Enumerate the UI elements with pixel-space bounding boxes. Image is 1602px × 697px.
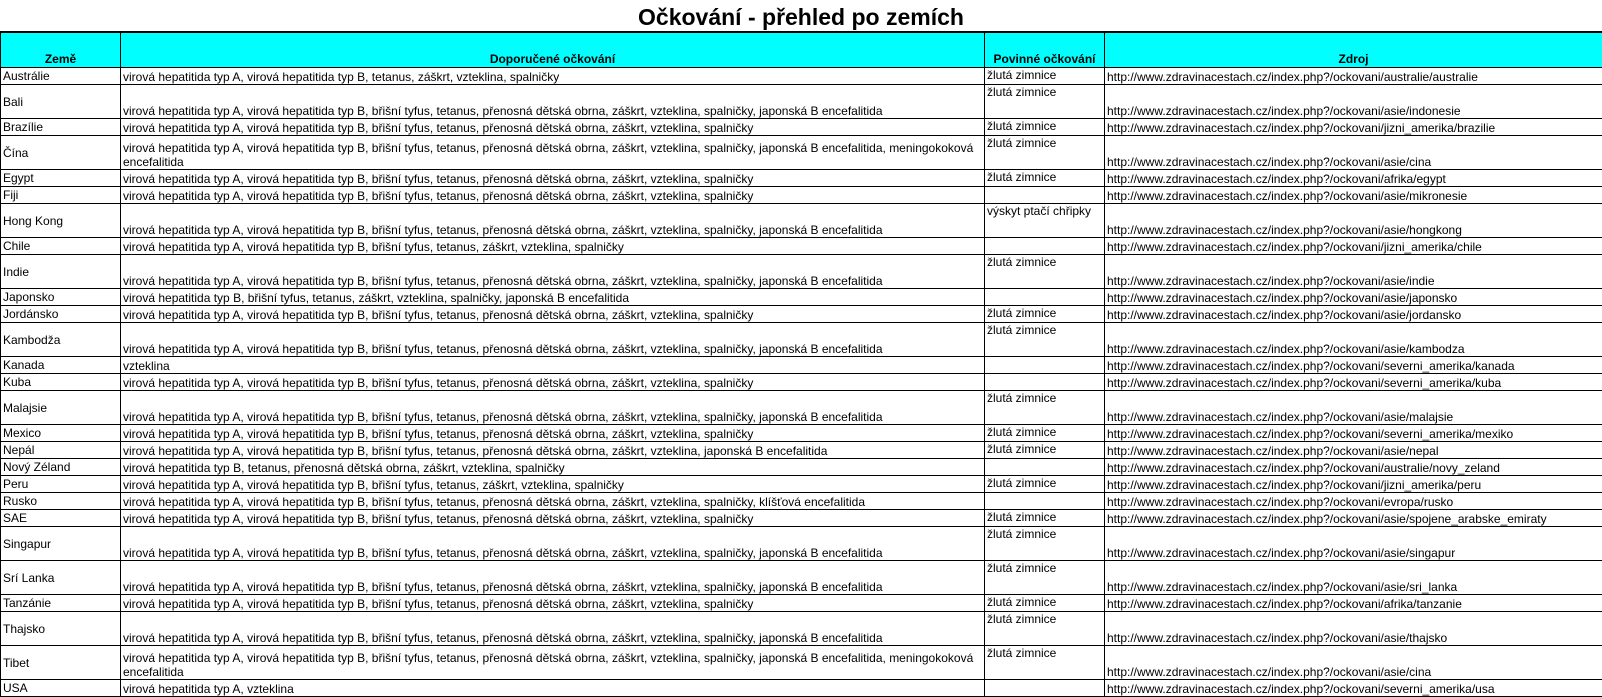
table-row — [1, 187, 1602, 204]
cell-recommended[interactable]: virová hepatitida typ A, virová hepatitida typ B, břišní tyfus, tetanus, přenosná dětská obrna, záškrt, vzteklina, spalničky, japonská B encefalitida — [121, 561, 985, 595]
cell-mandatory[interactable]: žlutá zimnice — [985, 527, 1105, 561]
cell-source[interactable]: http://www.zdravinacestach.cz/index.php?/ockovani/asie/mikronesie — [1105, 187, 1602, 204]
cell-country[interactable]: Kuba — [1, 374, 121, 391]
cell-country[interactable]: Singapur — [1, 527, 121, 561]
cell-recommended[interactable]: virová hepatitida typ A, virová hepatitida typ B, břišní tyfus, tetanus, přenosná dětská obrna, záškrt, vzteklina, spalničky — [121, 306, 985, 323]
cell-mandatory[interactable]: žlutá zimnice — [985, 595, 1105, 612]
cell-recommended[interactable]: virová hepatitida typ A, virová hepatitida typ B, břišní tyfus, tetanus, přenosná dětská obrna, záškrt, vzteklina, spalničky, klíšťová encefalitida — [121, 493, 985, 510]
table-row — [1, 527, 1602, 561]
cell-recommended[interactable]: virová hepatitida typ A, virová hepatitida typ B, břišní tyfus, tetanus, přenosná dětská obrna, záškrt, vzteklina, spalničky — [121, 595, 985, 612]
cell-country[interactable]: Kanada — [1, 357, 121, 374]
table-row — [1, 612, 1602, 646]
cell-mandatory[interactable]: žlutá zimnice — [985, 510, 1105, 527]
cell-country[interactable]: Japonsko — [1, 289, 121, 306]
cell-mandatory[interactable] — [985, 493, 1105, 510]
cell-recommended[interactable]: virová hepatitida typ A, virová hepatitida typ B, břišní tyfus, tetanus, přenosná dětská obrna, záškrt, vzteklina, spalničky, japonská B encefalitida — [121, 323, 985, 357]
cell-source[interactable]: http://www.zdravinacestach.cz/index.php?/ockovani/asie/indonesie — [1105, 85, 1602, 119]
cell-mandatory[interactable]: žlutá zimnice — [985, 306, 1105, 323]
table-row — [1, 680, 1602, 697]
cell-source[interactable]: http://www.zdravinacestach.cz/index.php?/ockovani/severni_amerika/kanada — [1105, 357, 1602, 374]
cell-country[interactable]: Tanzánie — [1, 595, 121, 612]
table-row — [1, 238, 1602, 255]
cell-country[interactable]: Chile — [1, 238, 121, 255]
cell-mandatory[interactable] — [985, 374, 1105, 391]
cell-mandatory[interactable]: žlutá zimnice — [985, 323, 1105, 357]
table-row — [1, 493, 1602, 510]
vaccination-table — [0, 32, 1602, 697]
cell-country[interactable]: Mexico — [1, 425, 121, 442]
cell-country[interactable]: Fiji — [1, 187, 121, 204]
cell-mandatory[interactable]: žlutá zimnice — [985, 255, 1105, 289]
cell-recommended[interactable]: virová hepatitida typ A, vzteklina — [121, 680, 985, 697]
table-row — [1, 306, 1602, 323]
header-recommended[interactable]: Doporučené očkování — [121, 33, 985, 68]
cell-mandatory[interactable] — [985, 289, 1105, 306]
cell-country[interactable]: Jordánsko — [1, 306, 121, 323]
cell-recommended[interactable]: virová hepatitida typ A, virová hepatitida typ B, břišní tyfus, tetanus, přenosná dětská obrna, záškrt, vzteklina, spalničky, japonská B encefalitida — [121, 255, 985, 289]
table-row — [1, 136, 1602, 170]
cell-source[interactable]: http://www.zdravinacestach.cz/index.php?/ockovani/afrika/tanzanie — [1105, 595, 1602, 612]
table-row — [1, 646, 1602, 680]
cell-recommended[interactable]: virová hepatitida typ A, virová hepatitida typ B, břišní tyfus, tetanus, přenosná dětská obrna, záškrt, vzteklina, spalničky — [121, 374, 985, 391]
cell-mandatory[interactable]: žlutá zimnice — [985, 85, 1105, 119]
cell-recommended[interactable]: virová hepatitida typ A, virová hepatitida typ B, břišní tyfus, tetanus, přenosná dětská obrna, záškrt, vzteklina, spalničky — [121, 119, 985, 136]
cell-recommended[interactable]: virová hepatitida typ A, virová hepatitida typ B, břišní tyfus, tetanus, záškrt, vzteklina, spalničky — [121, 476, 985, 493]
cell-recommended[interactable]: virová hepatitida typ A, virová hepatitida typ B, břišní tyfus, tetanus, přenosná dětská obrna, záškrt, vzteklina, japonská B encefalitida — [121, 442, 985, 459]
table-row — [1, 595, 1602, 612]
cell-source[interactable]: http://www.zdravinacestach.cz/index.php?/ockovani/asie/thajsko — [1105, 612, 1602, 646]
table-row — [1, 68, 1602, 85]
table-row — [1, 357, 1602, 374]
cell-recommended[interactable]: virová hepatitida typ A, virová hepatitida typ B, břišní tyfus, tetanus, přenosná dětská obrna, záškrt, vzteklina, spalničky, japonská B encefalitida, meningokoková encefalitida — [121, 646, 985, 680]
cell-recommended[interactable]: virová hepatitida typ A, virová hepatitida typ B, břišní tyfus, tetanus, přenosná dětská obrna, záškrt, vzteklina, spalničky, japonská B encefalitida — [121, 612, 985, 646]
cell-country[interactable]: USA — [1, 680, 121, 697]
cell-mandatory[interactable]: žlutá zimnice — [985, 136, 1105, 170]
table-row — [1, 459, 1602, 476]
cell-source[interactable]: http://www.zdravinacestach.cz/index.php?/ockovani/asie/kambodza — [1105, 323, 1602, 357]
cell-country[interactable]: Nový Zéland — [1, 459, 121, 476]
cell-recommended[interactable]: virová hepatitida typ A, virová hepatitida typ B, břišní tyfus, tetanus, záškrt, vzteklina, spalničky — [121, 238, 985, 255]
cell-source[interactable]: http://www.zdravinacestach.cz/index.php?/ockovani/asie/malajsie — [1105, 391, 1602, 425]
header-country[interactable]: Země — [1, 33, 121, 68]
cell-country[interactable]: Austrálie — [1, 68, 121, 85]
cell-source[interactable]: http://www.zdravinacestach.cz/index.php?/ockovani/asie/nepal — [1105, 442, 1602, 459]
cell-recommended[interactable]: virová hepatitida typ A, virová hepatitida typ B, břišní tyfus, tetanus, přenosná dětská obrna, záškrt, vzteklina, spalničky — [121, 510, 985, 527]
cell-recommended[interactable]: virová hepatitida typ A, virová hepatitida typ B, břišní tyfus, tetanus, přenosná dětská obrna, záškrt, vzteklina, spalničky, japonská B encefalitida — [121, 204, 985, 238]
cell-source[interactable]: http://www.zdravinacestach.cz/index.php?/ockovani/asie/jordansko — [1105, 306, 1602, 323]
cell-mandatory[interactable]: žlutá zimnice — [985, 425, 1105, 442]
table-row — [1, 391, 1602, 425]
cell-recommended[interactable]: vzteklina — [121, 357, 985, 374]
cell-source[interactable]: http://www.zdravinacestach.cz/index.php?/ockovani/asie/hongkong — [1105, 204, 1602, 238]
cell-country[interactable]: Peru — [1, 476, 121, 493]
cell-mandatory[interactable]: žlutá zimnice — [985, 391, 1105, 425]
cell-source[interactable]: http://www.zdravinacestach.cz/index.php?/ockovani/severni_amerika/mexiko — [1105, 425, 1602, 442]
cell-source[interactable]: http://www.zdravinacestach.cz/index.php?/ockovani/jizni_amerika/brazilie — [1105, 119, 1602, 136]
cell-source[interactable]: http://www.zdravinacestach.cz/index.php?/ockovani/asie/indie — [1105, 255, 1602, 289]
header-source[interactable]: Zdroj — [1105, 33, 1602, 68]
cell-recommended[interactable]: virová hepatitida typ A, virová hepatitida typ B, tetanus, záškrt, vzteklina, spalničky — [121, 68, 985, 85]
cell-country[interactable]: Egypt — [1, 170, 121, 187]
cell-source[interactable]: http://www.zdravinacestach.cz/index.php?/ockovani/asie/spojene_arabske_emiraty — [1105, 510, 1602, 527]
cell-recommended[interactable]: virová hepatitida typ A, virová hepatitida typ B, břišní tyfus, tetanus, přenosná dětská obrna, záškrt, vzteklina, spalničky, japonská B encefalitida — [121, 85, 985, 119]
cell-mandatory[interactable]: žlutá zimnice — [985, 612, 1105, 646]
table-row — [1, 476, 1602, 493]
cell-country[interactable]: Nepál — [1, 442, 121, 459]
cell-country[interactable]: Hong Kong — [1, 204, 121, 238]
cell-source[interactable]: http://www.zdravinacestach.cz/index.php?/ockovani/asie/cina — [1105, 136, 1602, 170]
cell-mandatory[interactable]: žlutá zimnice — [985, 476, 1105, 493]
cell-source[interactable]: http://www.zdravinacestach.cz/index.php?/ockovani/asie/cina — [1105, 646, 1602, 680]
table-row — [1, 204, 1602, 238]
cell-country[interactable]: Malajsie — [1, 391, 121, 425]
table-row — [1, 119, 1602, 136]
cell-source[interactable]: http://www.zdravinacestach.cz/index.php?/ockovani/asie/japonsko — [1105, 289, 1602, 306]
table-row — [1, 85, 1602, 119]
table-row — [1, 255, 1602, 289]
cell-country[interactable]: Srí Lanka — [1, 561, 121, 595]
cell-source[interactable]: http://www.zdravinacestach.cz/index.php?/ockovani/jizni_amerika/peru — [1105, 476, 1602, 493]
table-row — [1, 425, 1602, 442]
cell-mandatory[interactable]: žlutá zimnice — [985, 646, 1105, 680]
cell-recommended[interactable]: virová hepatitida typ A, virová hepatitida typ B, břišní tyfus, tetanus, přenosná dětská obrna, záškrt, vzteklina, spalničky, japonská B encefalitida — [121, 391, 985, 425]
cell-source[interactable]: http://www.zdravinacestach.cz/index.php?/ockovani/asie/singapur — [1105, 527, 1602, 561]
cell-source[interactable]: http://www.zdravinacestach.cz/index.php?/ockovani/severni_amerika/kuba — [1105, 374, 1602, 391]
cell-mandatory[interactable] — [985, 238, 1105, 255]
cell-mandatory[interactable]: žlutá zimnice — [985, 170, 1105, 187]
cell-recommended[interactable]: virová hepatitida typ A, virová hepatitida typ B, břišní tyfus, tetanus, přenosná dětská obrna, záškrt, vzteklina, spalničky, japonská B encefalitida — [121, 527, 985, 561]
cell-mandatory[interactable] — [985, 459, 1105, 476]
header-row — [1, 33, 1602, 68]
cell-mandatory[interactable]: výskyt ptačí chřipky — [985, 204, 1105, 238]
cell-mandatory[interactable] — [985, 187, 1105, 204]
table-row — [1, 374, 1602, 391]
cell-source[interactable]: http://www.zdravinacestach.cz/index.php?/ockovani/afrika/egypt — [1105, 170, 1602, 187]
cell-mandatory[interactable]: žlutá zimnice — [985, 561, 1105, 595]
cell-recommended[interactable]: virová hepatitida typ B, břišní tyfus, tetanus, záškrt, vzteklina, spalničky, japonská B encefalitida — [121, 289, 985, 306]
cell-source[interactable]: http://www.zdravinacestach.cz/index.php?/ockovani/asie/sri_lanka — [1105, 561, 1602, 595]
cell-mandatory[interactable] — [985, 357, 1105, 374]
cell-country[interactable]: Indie — [1, 255, 121, 289]
cell-mandatory[interactable]: žlutá zimnice — [985, 119, 1105, 136]
header-mandatory[interactable]: Povinné očkování — [985, 33, 1105, 68]
cell-mandatory[interactable] — [985, 680, 1105, 697]
cell-country[interactable]: Kambodža — [1, 323, 121, 357]
cell-country[interactable]: Thajsko — [1, 612, 121, 646]
table-row — [1, 561, 1602, 595]
cell-source[interactable]: http://www.zdravinacestach.cz/index.php?/ockovani/australie/australie — [1105, 68, 1602, 85]
cell-country[interactable]: Čína — [1, 136, 121, 170]
cell-recommended[interactable]: virová hepatitida typ A, virová hepatitida typ B, břišní tyfus, tetanus, přenosná dětská obrna, záškrt, vzteklina, spalničky — [121, 170, 985, 187]
cell-country[interactable]: Bali — [1, 85, 121, 119]
cell-source[interactable]: http://www.zdravinacestach.cz/index.php?/ockovani/jizni_amerika/chile — [1105, 238, 1602, 255]
table-row — [1, 442, 1602, 459]
page-title: Očkování - přehled po zemích — [0, 0, 1602, 32]
table-row — [1, 170, 1602, 187]
table-row — [1, 289, 1602, 306]
cell-recommended[interactable]: virová hepatitida typ A, virová hepatitida typ B, břišní tyfus, tetanus, přenosná dětská obrna, záškrt, vzteklina, spalničky — [121, 187, 985, 204]
table-row — [1, 323, 1602, 357]
cell-source[interactable]: http://www.zdravinacestach.cz/index.php?/ockovani/severni_amerika/usa — [1105, 680, 1602, 697]
table-row — [1, 510, 1602, 527]
cell-country[interactable]: Rusko — [1, 493, 121, 510]
cell-mandatory[interactable]: žlutá zimnice — [985, 442, 1105, 459]
cell-recommended[interactable]: virová hepatitida typ A, virová hepatitida typ B, břišní tyfus, tetanus, přenosná dětská obrna, záškrt, vzteklina, spalničky — [121, 425, 985, 442]
cell-recommended[interactable]: virová hepatitida typ B, tetanus, přenosná dětská obrna, záškrt, vzteklina, spalničky — [121, 459, 985, 476]
table-body — [1, 68, 1602, 697]
cell-country[interactable]: SAE — [1, 510, 121, 527]
cell-country[interactable]: Brazílie — [1, 119, 121, 136]
cell-source[interactable]: http://www.zdravinacestach.cz/index.php?/ockovani/australie/novy_zeland — [1105, 459, 1602, 476]
cell-source[interactable]: http://www.zdravinacestach.cz/index.php?/ockovani/evropa/rusko — [1105, 493, 1602, 510]
cell-recommended[interactable]: virová hepatitida typ A, virová hepatitida typ B, břišní tyfus, tetanus, přenosná dětská obrna, záškrt, vzteklina, spalničky, japonská B encefalitida, meningokoková encefalitida — [121, 136, 985, 170]
cell-mandatory[interactable]: žlutá zimnice — [985, 68, 1105, 85]
cell-country[interactable]: Tibet — [1, 646, 121, 680]
